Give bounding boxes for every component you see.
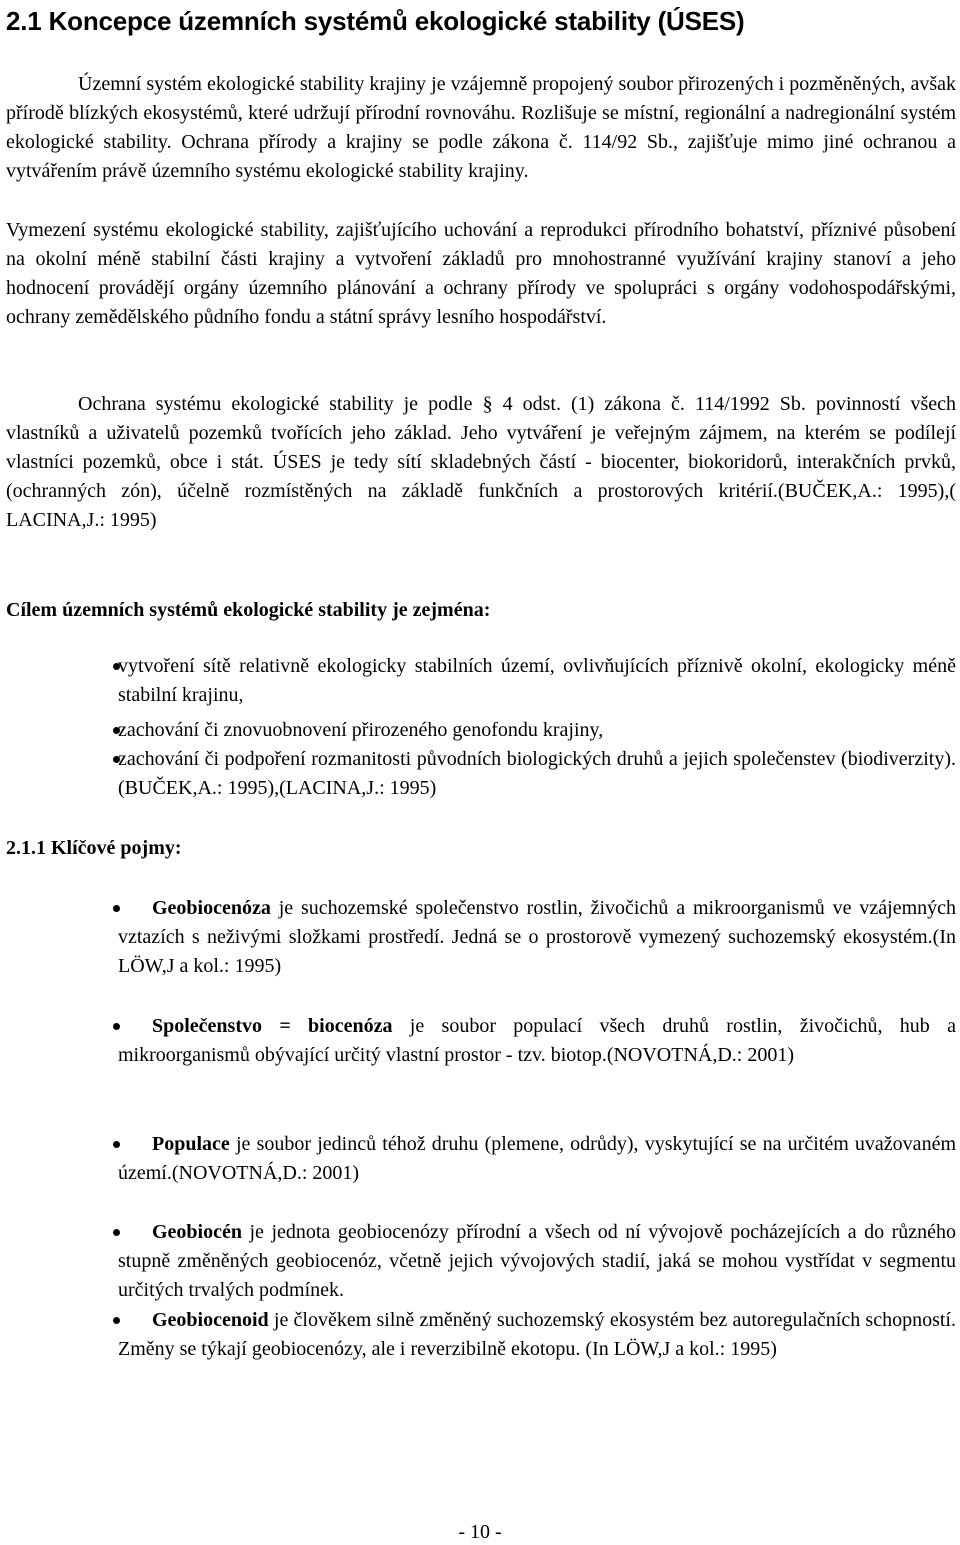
- intro-paragraph: [6, 70, 956, 186]
- second-paragraph: Vymezení systému ekologické stability, zajišťujícího uchování a reprodukci přírodního bohatství, příznivé působení na okolní méně stabilní části krajiny a vytvoření základů pro mnohostranné využívání krajiny stanoví a jeho hodnocení provádějí orgány územního plánování a ochrany přírody ve spolupráci s orgány vodohospodářskými, ochrany zemědělského půdního fondu a státní správy lesního hospodářství.: [6, 219, 956, 328]
- goal-item-text: zachování či podpoření rozmanitosti původních biologických druhů a jejich společenstev (biodiverzity).(BUČEK,A.: 1995),(LACINA,J.: 1995): [118, 748, 956, 799]
- term-definition: je soubor jedinců téhož druhu (plemene, odrůdy), vyskytující se na určitém uvažovaném území.(NOVOTNÁ,D.: 2001): [118, 1133, 956, 1184]
- term-item-text: [118, 1306, 956, 1364]
- term-name: Geobiocenoid: [152, 1309, 269, 1331]
- term-item-text: [118, 1218, 956, 1305]
- term-item-text: [118, 1012, 956, 1070]
- section-heading: 2.1 Koncepce územních systémů ekologické stability (ÚSES): [6, 6, 745, 36]
- term-definition: je jednota geobiocenózy přírodní a všech od ní vývojově pocházejících a do různého stupně změněných geobiocenóz, včetně jejich vývojových stadií, jaká se mohou vystřídat v segmentu určitých trvalých podmínek.: [118, 1221, 956, 1301]
- intro-paragraph-text: Územní systém ekologické stability krajiny je vzájemně propojený soubor přirozených i pozměněných, avšak přírodě blízkých ekosystémů, které udržují přírodní rovnováhu. Rozlišuje se místní, regionální a nadregionální systém ekologické stability. Ochrana přírody a krajiny se podle zákona č. 114/92 Sb., zajišťuje mimo jiné ochranou a vytvářením právě územního systému ekologické stability krajiny.: [6, 73, 956, 182]
- term-definition: je člověkem silně změněný suchozemský ekosystém bez autoregulačních schopností. Změny se týkají geobiocenózy, ale i reverzibilně ekotopu. (In LÖW,J a kol.: 1995): [118, 1309, 956, 1360]
- page-number: - 10 -: [458, 1521, 502, 1543]
- third-paragraph: [6, 390, 956, 535]
- third-paragraph-text: Ochrana systému ekologické stability je podle § 4 odst. (1) zákona č. 114/1992 Sb. povinností všech vlastníků a uživatelů pozemků tvořících jeho základ. Jeho vytváření je veřejným zájmem, na kterém se podílejí vlastníci pozemků, obce i stát. ÚSES je tedy sítí skladebných částí - biocenter, biokoridorů, interakčních prvků, (ochranných zón), účelně rozmístěných na základě funkčních a prostorových kritérií.(BUČEK,A.: 1995),( LACINA,J.: 1995): [6, 393, 956, 531]
- term-item-text: [118, 894, 956, 981]
- term-definition: je suchozemské společenstvo rostlin, živočichů a mikroorganismů ve vzájemných vztazích s neživými složkami prostředí. Jedná se o prostorově vymezený suchozemský ekosystém.(In LÖW,J a kol.: 1995): [118, 897, 956, 977]
- term-definition: je soubor populací všech druhů rostlin, živočichů, hub a mikroorganismů obývající určitý vlastní prostor - tzv. biotop.(NOVOTNÁ,D.: 2001): [118, 1015, 956, 1066]
- term-name: Geobiocén: [152, 1221, 242, 1243]
- goal-item-text: vytvoření sítě relativně ekologicky stabilních území, ovlivňujících příznivě okolní, ekologicky méně stabilní krajinu,: [118, 655, 956, 706]
- terms-heading: 2.1.1 Klíčové pojmy:: [6, 837, 182, 859]
- goal-item-text: zachování či znovuobnovení přirozeného genofondu krajiny,: [118, 719, 604, 741]
- term-name: Společenstvo = biocenóza: [152, 1015, 393, 1037]
- goals-heading: Cílem územních systémů ekologické stability je zejména:: [6, 599, 491, 621]
- term-name: Geobiocenóza: [152, 897, 271, 919]
- term-name: Populace: [152, 1133, 230, 1155]
- term-item-text: [118, 1130, 956, 1188]
